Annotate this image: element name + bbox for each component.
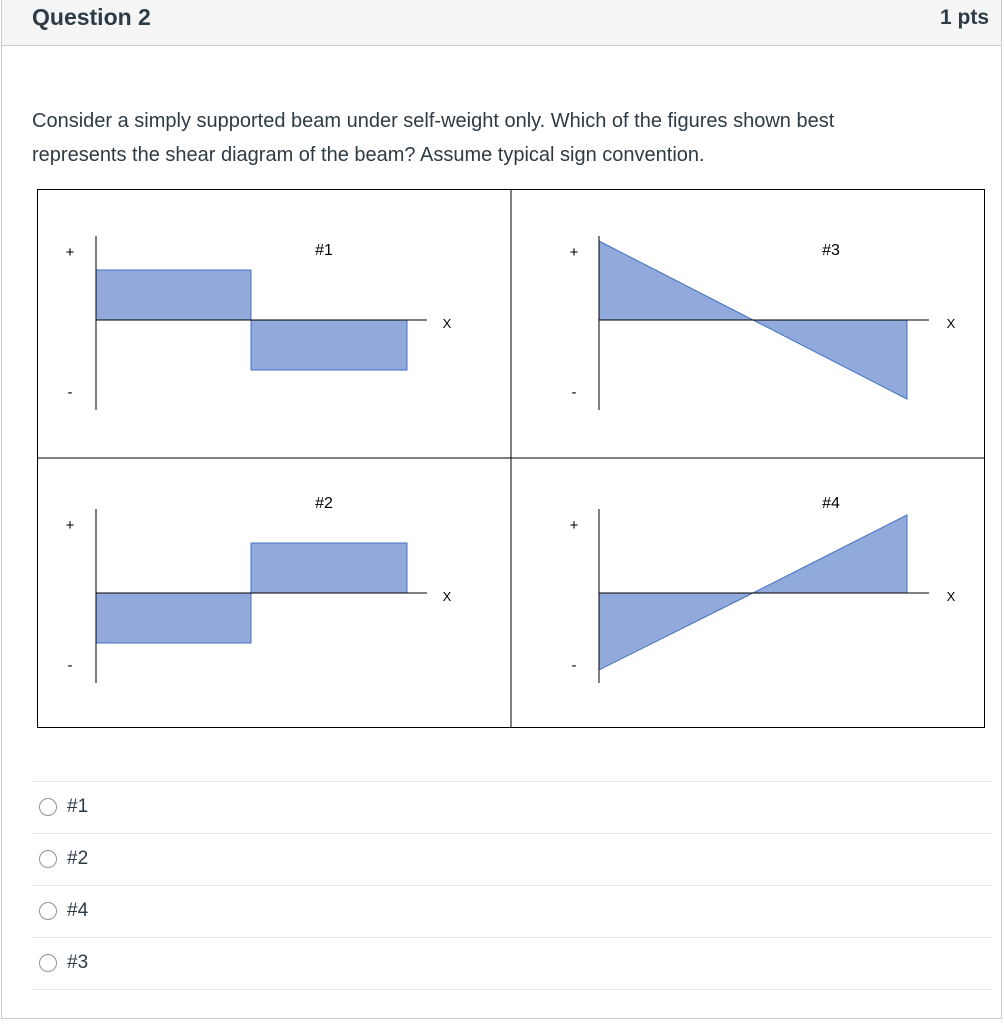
shear-diagram-svg — [37, 189, 985, 728]
panel-2-positive-rect — [251, 543, 407, 593]
panel-1-minus: - — [67, 384, 73, 401]
panel-1-plus: + — [65, 244, 75, 261]
answer-label: #1 — [67, 796, 89, 817]
panel-4-x-label: X — [946, 589, 956, 604]
panel-3-minus: - — [571, 384, 577, 401]
answer-list — [32, 781, 992, 990]
answer-option-2[interactable] — [32, 834, 992, 886]
panel-2-label: #2 — [315, 495, 333, 512]
panel-1-negative-rect — [251, 320, 407, 370]
panel-2-plus: + — [65, 517, 75, 534]
answer-label: #3 — [67, 952, 89, 973]
panel-3-plus: + — [569, 244, 579, 261]
question-points: 1 pts — [939, 6, 989, 29]
panel-4-minus: - — [571, 657, 577, 674]
answer-option-3[interactable] — [32, 886, 992, 938]
radio-button[interactable] — [39, 954, 57, 972]
answer-option-4[interactable] — [32, 938, 992, 990]
shear-diagram-figure — [37, 189, 985, 728]
question-title: Question 2 — [32, 4, 151, 30]
question-header — [2, 0, 1001, 46]
radio-button[interactable] — [39, 902, 57, 920]
radio-button[interactable] — [39, 798, 57, 816]
panel-1-positive-rect — [96, 270, 251, 320]
question-card — [1, 0, 1002, 1019]
panel-1-label: #1 — [315, 242, 333, 259]
panel-4-label: #4 — [822, 495, 840, 512]
answer-option-1[interactable] — [32, 782, 992, 834]
panel-2-minus: - — [67, 657, 73, 674]
panel-2-negative-rect — [96, 593, 251, 643]
panel-4-plus: + — [569, 517, 579, 534]
panel-3-label: #3 — [822, 242, 840, 259]
panel-3-x-label: X — [946, 316, 956, 331]
radio-button[interactable] — [39, 850, 57, 868]
answer-label: #2 — [67, 848, 89, 869]
answer-label: #4 — [67, 900, 89, 921]
panel-1-x-label: X — [442, 316, 452, 331]
panel-2-x-label: X — [442, 589, 452, 604]
question-text: Consider a simply supported beam under self-weight only. Which of the figures shown best represents the shear diagram of the beam? Assume typical sign convention. — [32, 110, 835, 166]
